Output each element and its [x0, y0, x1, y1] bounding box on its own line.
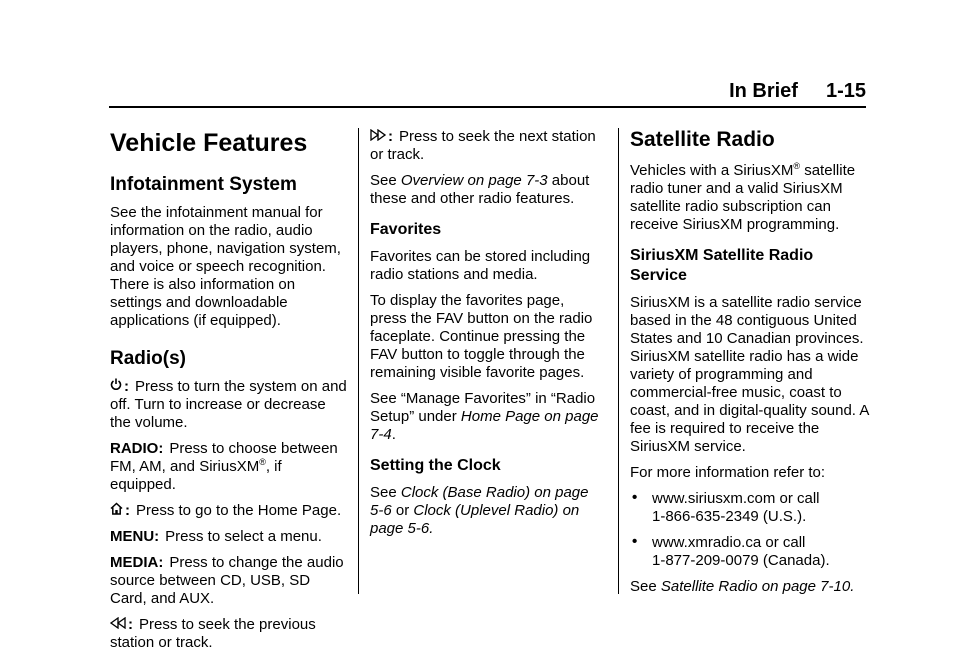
- seek-back-icon: [110, 616, 126, 634]
- section-title: In Brief: [729, 80, 798, 102]
- clock-heading: Setting the Clock: [370, 457, 501, 474]
- page-header: [729, 80, 866, 103]
- seek-forward-icon: [370, 128, 386, 146]
- list-item: [630, 534, 870, 570]
- bullet-icon: •: [632, 489, 638, 506]
- home-icon: [110, 502, 123, 520]
- favorites-p1: Favorites can be stored including radio stations and media.: [370, 248, 591, 283]
- seek-next-item: : Press to seek the next station or track.: [370, 128, 596, 163]
- favorites-p2: To display the favorites page, press the FAV button on the radio faceplate. Continue pressing the FAV button to toggle through the remaining visible favorite pages.: [370, 292, 593, 381]
- service-body: SiriusXM is a satellite radio service based in the 48 contiguous United States and 10 Canadian provinces. SiriusXM satellite radio has a wide variety of programming and commercial-free music, coast to coast, and in digital-quality sound. A fee is required to receive the SiriusXM service.: [630, 294, 869, 455]
- bullet-line1[interactable]: www.siriusxm.com or call: [652, 490, 820, 507]
- overview-link[interactable]: Overview on page 7-3: [400, 172, 548, 189]
- power-item: : Press to turn the system on and off. Turn to increase or decrease the volume.: [110, 378, 347, 431]
- clock-reference: See Clock (Base Radio) on page 5-6 or Clock (Uplevel Radio) on page 5-6.: [370, 484, 589, 537]
- satellite-intro: Vehicles with a SiriusXM® satellite radio tuner and a valid SiriusXM satellite radio subscription can receive SiriusXM programming.: [630, 161, 856, 233]
- more-info: For more information refer to:: [630, 464, 826, 481]
- clock-base-link[interactable]: Clock (Base Radio) on page 5-6: [370, 484, 589, 519]
- service-heading: SiriusXM Satellite Radio Service: [630, 247, 814, 284]
- home-item: : Press to go to the Home Page.: [110, 502, 350, 520]
- power-icon: [110, 378, 122, 396]
- radio-label: RADIO:: [110, 440, 164, 457]
- home-page-link[interactable]: Home Page on page 7-4: [370, 408, 599, 443]
- column-divider-1: [358, 128, 359, 594]
- bullet-icon: •: [632, 533, 638, 550]
- bullet-line2: 1-866-635-2349 (U.S.).: [652, 508, 807, 525]
- header-rule: [109, 106, 866, 108]
- favorites-heading: Favorites: [370, 221, 442, 238]
- bullet-line2: 1-877-209-0079 (Canada).: [652, 552, 830, 569]
- page-title: Vehicle Features: [110, 129, 308, 157]
- satellite-heading: Satellite Radio: [630, 128, 775, 151]
- radios-heading: Radio(s): [110, 348, 186, 369]
- column-3: [630, 128, 870, 604]
- column-divider-2: [618, 128, 619, 594]
- infotainment-body: See the infotainment manual for information on the radio, audio players, phone, navigation system, and voice or speech recognition. There is also information on settings and downloadable applications (if equipped).: [110, 204, 341, 329]
- favorites-reference: See “Manage Favorites” in “Radio Setup” under Home Page on page 7-4.: [370, 390, 599, 443]
- infotainment-heading: Infotainment System: [110, 174, 297, 195]
- satellite-link[interactable]: Satellite Radio on page 7-10: [660, 578, 851, 595]
- clock-uplevel-link[interactable]: Clock (Uplevel Radio) on page 5-6: [370, 502, 580, 537]
- seek-next-desc: Press to seek the next station or track.: [370, 128, 596, 163]
- radio-item: RADIO: Press to choose between FM, AM, and SiriusXM®, if equipped.: [110, 440, 338, 493]
- media-label: MEDIA:: [110, 554, 164, 571]
- bullet-line1[interactable]: www.xmradio.ca or call: [652, 534, 806, 551]
- page-number: 1-15: [825, 80, 866, 102]
- list-item: [630, 490, 870, 526]
- menu-item: MENU: Press to select a menu.: [110, 528, 322, 545]
- overview-reference: See Overview on page 7-3 about these and other radio features.: [370, 172, 590, 207]
- power-desc: Press to turn the system on and off. Turn to increase or decrease the volume.: [110, 378, 347, 431]
- column-2: [370, 128, 605, 546]
- home-desc: Press to go to the Home Page.: [136, 502, 342, 519]
- seek-prev-desc: Press to seek the previous station or track.: [110, 616, 316, 651]
- menu-label: MENU:: [110, 528, 160, 545]
- column-1: [110, 128, 350, 660]
- media-item: MEDIA: Press to change the audio source between CD, USB, SD Card, and AUX.: [110, 554, 344, 607]
- satellite-reference: See Satellite Radio on page 7-10.: [630, 578, 855, 595]
- seek-prev-item: : Press to seek the previous station or track.: [110, 616, 316, 651]
